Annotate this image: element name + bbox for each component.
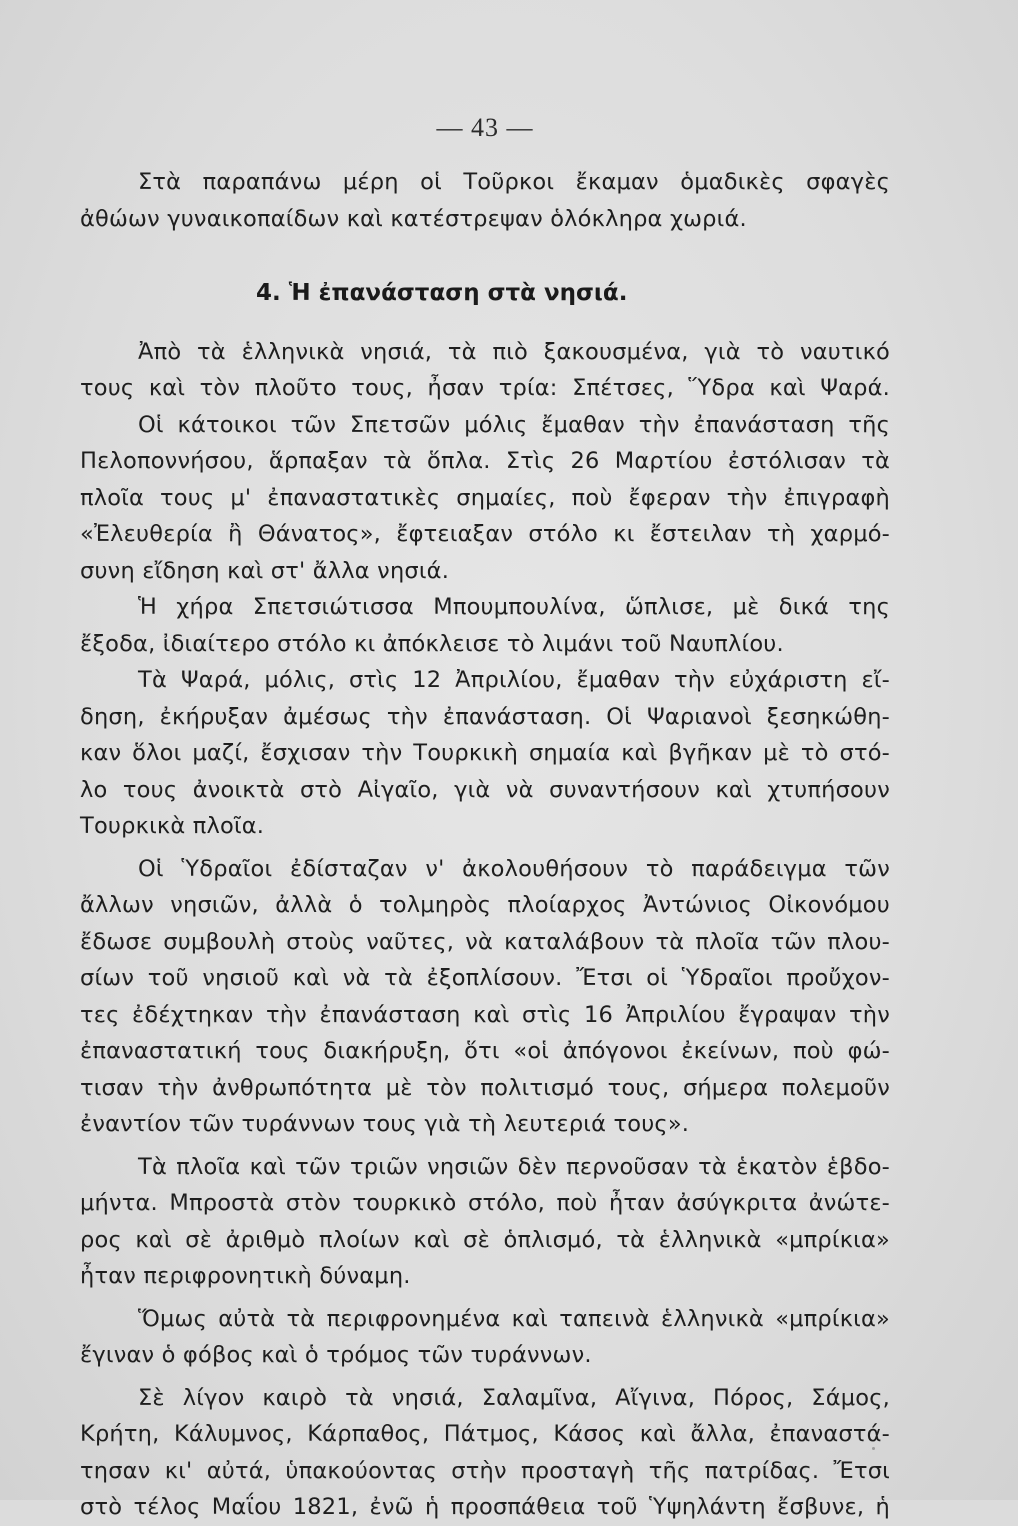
paragraph xyxy=(80,851,890,1143)
text-line: Στὰ παραπάνω μέρη οἱ Τοῦρκοι ἔκαμαν ὁμαδικὲς σφαγὲς xyxy=(138,169,890,195)
text-line: ρος καὶ σὲ ἀριθμὸ πλοίων καὶ σὲ ὁπλισμό, τὰ ἑλληνικὰ «μπρίκια» xyxy=(80,1226,890,1253)
text-line: ἐναντίον τῶν τυράννων τους γιὰ τὴ λευτεριά τους». xyxy=(80,1111,690,1137)
text-line: ἐπαναστατική τους διακήρυξη, ὅτι «οἱ ἀπόγονοι ἐκείνων, ποὺ φώ- xyxy=(80,1038,890,1064)
paragraph xyxy=(80,1301,890,1374)
text-line: λο τους ἀνοικτὰ στὸ Αἰγαῖο, γιὰ νὰ συναντήσουν καὶ χτυπήσουν xyxy=(80,776,890,803)
text-line: σίων τοῦ νησιοῦ καὶ νὰ τὰ ἐξοπλίσουν. Ἔτσι οἱ Ὑδραῖοι προὔχον- xyxy=(80,965,890,991)
text-line: ἔδωσε συμβουλὴ στοὺς ναῦτες, νὰ καταλάβουν τὰ πλοῖα τῶν πλου- xyxy=(80,928,890,955)
text-line: τισαν τὴν ἀνθρωπότητα μὲ τὸν πολιτισμό τους, σήμερα πολεμοῦν xyxy=(80,1074,890,1101)
text-line: ἦταν περιφρονητικὴ δύναμη. xyxy=(80,1263,411,1289)
text-line: Ὅμως αὐτὰ τὰ περιφρονημένα καὶ ταπεινὰ ἑλληνικὰ «μπρίκια» xyxy=(138,1305,890,1332)
text-line: Οἱ κάτοικοι τῶν Σπετσῶν μόλις ἔμαθαν τὴν ἐπανάσταση τῆς xyxy=(138,411,890,438)
paragraph xyxy=(80,662,890,845)
text-line: ἔγιναν ὁ φόβος καὶ ὁ τρόμος τῶν τυράννων. xyxy=(80,1342,592,1368)
text-line: ἀθώων γυναικοπαίδων καὶ κατέστρεψαν ὁλόκληρα χωριά. xyxy=(80,205,747,232)
text-line: Τὰ πλοῖα καὶ τῶν τριῶν νησιῶν δὲν περνοῦσαν τὰ ἑκατὸν ἑβδο- xyxy=(138,1153,890,1180)
text-line: συνη εἴδηση καὶ στ' ἄλλα νησιά. xyxy=(80,557,450,584)
text-line: Οἱ Ὑδραῖοι ἐδίσταζαν ν' ἀκολουθήσουν τὸ παράδειγμα τῶν xyxy=(138,855,890,882)
text-line: πλοῖα τους μ' ἐπαναστατικὲς σημαίες, ποὺ ἔφεραν τὴν ἐπιγραφὴ xyxy=(80,484,890,511)
paragraph xyxy=(80,589,890,662)
text-line: ἔξοδα, ἰδιαίτερο στόλο κι ἀπόκλεισε τὸ λιμάνι τοῦ Ναυπλίου. xyxy=(80,630,784,657)
text-line: στὸ τέλος Μαΐου 1821, ἐνῶ ἡ προσπάθεια τοῦ Ὑψηλάντη ἔσβυνε, ἡ xyxy=(80,1494,890,1520)
text-line: μήντα. Μπροστὰ στὸν τουρκικὸ στόλο, ποὺ ἦταν ἀσύγκριτα ἀνώτε- xyxy=(80,1190,890,1216)
text-line: Τουρκικὰ πλοῖα. xyxy=(80,813,265,839)
section-heading: 4. Ἡ ἐπανάσταση στὰ νησιά. xyxy=(256,280,628,306)
text-line: καν ὅλοι μαζί, ἔσχισαν τὴν Τουρκικὴ σημαία καὶ βγῆκαν μὲ τὸ στό- xyxy=(80,740,890,766)
paper-speck xyxy=(872,1447,875,1450)
text-line: Τὰ Ψαρά, μόλις, στὶς 12 Ἀπριλίου, ἔμαθαν τὴν εὐχάριστη εἴ- xyxy=(138,667,890,693)
page-text xyxy=(80,164,890,1526)
paragraph xyxy=(80,1380,890,1526)
text-line: Ἡ χήρα Σπετσιώτισσα Μπουμπουλίνα, ὥπλισε, μὲ δικά της xyxy=(138,594,890,620)
paragraph xyxy=(80,1149,890,1295)
text-line: «Ἐλευθερία ἢ Θάνατος», ἔφτειαξαν στόλο κι ἔστειλαν τὴ χαρμό- xyxy=(80,521,890,547)
paragraph-intro xyxy=(80,164,890,237)
paragraph xyxy=(80,334,890,590)
text-line: Κρήτη, Κάλυμνος, Κάρπαθος, Πάτμος, Κάσος καὶ ἄλλα, ἐπαναστά- xyxy=(80,1421,890,1447)
text-line: τους καὶ τὸν πλοῦτο τους, ἦσαν τρία: Σπέτσες, Ὕδρα καὶ Ψαρά. xyxy=(80,375,890,401)
text-line: δηση, ἐκήρυξαν ἀμέσως τὴν ἐπανάσταση. Οἱ Ψαριανοὶ ξεσηκώθη- xyxy=(80,703,890,730)
page-number: — 43 — xyxy=(436,113,534,142)
text-line: τησαν κι' αὐτά, ὑπακούοντας στὴν προσταγὴ τῆς πατρίδας. Ἔτσι xyxy=(80,1457,890,1484)
text-line: Σὲ λίγον καιρὸ τὰ νησιά, Σαλαμῖνα, Αἴγινα, Πόρος, Σάμος, xyxy=(138,1384,890,1411)
text-line: τες ἐδέχτηκαν τὴν ἐπανάσταση καὶ στὶς 16 Ἀπριλίου ἔγραψαν τὴν xyxy=(80,1001,890,1028)
text-line: ἄλλων νησιῶν, ἀλλὰ ὁ τολμηρὸς πλοίαρχος Ἀντώνιος Οἰκονόμου xyxy=(80,892,890,918)
text-line: Πελοποννήσου, ἅρπαξαν τὰ ὅπλα. Στὶς 26 Μαρτίου ἐστόλισαν τὰ xyxy=(80,448,890,474)
text-line: Ἀπὸ τὰ ἑλληνικὰ νησιά, τὰ πιὸ ξακουσμένα, γιὰ τὸ ναυτικό xyxy=(138,338,890,365)
